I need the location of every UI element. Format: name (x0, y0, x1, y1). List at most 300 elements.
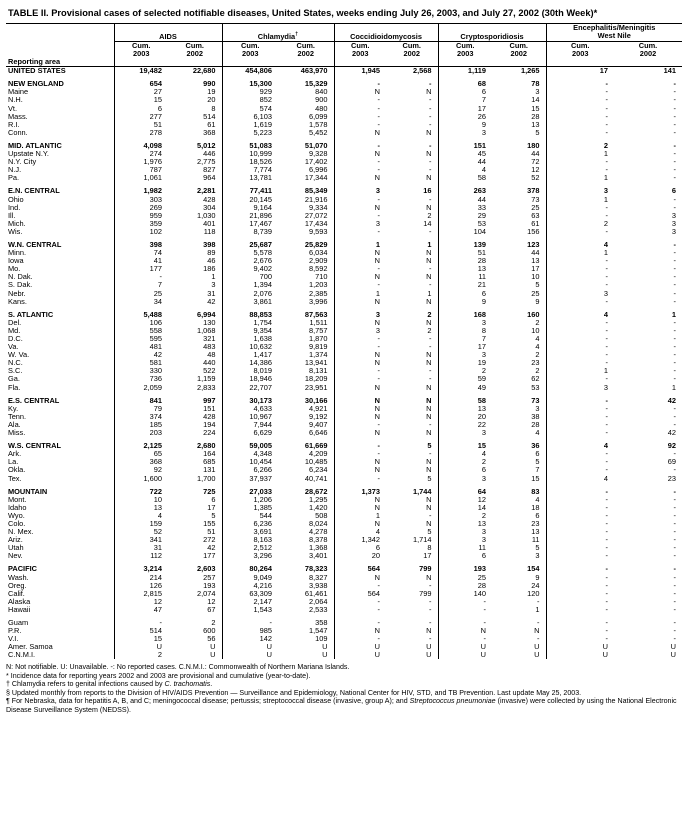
row-cell: - (546, 590, 614, 598)
footnote-dagger: † Chlamydia refers to genital infections caused by C. trachomatis. (6, 680, 213, 689)
row-cell: 1,600 (114, 475, 168, 483)
row-cell: 5,012 (197, 140, 216, 150)
row-cell: 3 (546, 384, 614, 392)
row-cell: - (546, 228, 614, 236)
row-area-label: Calif. (8, 588, 25, 598)
row-cell: 1,342 (334, 536, 386, 544)
row-cell: 5 (427, 527, 432, 537)
row-cell: N (334, 496, 386, 504)
row-cell: 42 (667, 395, 676, 405)
row-cell: - (546, 496, 614, 504)
row-cell: 581 (114, 359, 168, 367)
row-cell: 985 (222, 627, 278, 635)
row-cell: 13 (438, 265, 492, 273)
table-body (6, 67, 682, 660)
row-cell: 164 (203, 449, 216, 459)
row-cell: 17 (423, 551, 432, 561)
row-cell: N (426, 296, 432, 306)
row-cell: 180 (527, 140, 540, 150)
row-cell: U (438, 643, 492, 651)
row-cell: 700 (222, 273, 278, 281)
table-row (6, 606, 682, 614)
row-cell: 1,159 (197, 374, 216, 384)
table-row (6, 166, 682, 174)
row-area-label: UNITED STATES (8, 66, 66, 76)
row-cell: 257 (203, 572, 216, 582)
table-row (6, 298, 682, 306)
row-cell: - (429, 140, 432, 150)
row-cell: 37,937 (222, 475, 278, 483)
row-cell: - (429, 165, 432, 175)
row-cell: 19,482 (114, 67, 168, 76)
row-cell: 118 (203, 226, 216, 236)
row-cell: - (673, 157, 676, 167)
row-cell: 25 (438, 574, 492, 582)
row-cell: 52 (531, 173, 540, 183)
row-cell: N (426, 411, 432, 421)
row-cell: N (426, 317, 432, 327)
row-area-label: V.I. (8, 634, 19, 644)
row-cell: 8,757 (309, 325, 328, 335)
row-cell: 9,407 (309, 419, 328, 429)
row-cell: - (673, 449, 676, 459)
row-cell: 80,264 (222, 565, 278, 573)
row-cell: 11 (531, 535, 540, 545)
row-area-label: Fla. (8, 382, 21, 392)
row-cell: 8,378 (309, 535, 328, 545)
row-cell: 4,209 (309, 449, 328, 459)
row-cell: 4 (535, 342, 540, 352)
table-row (6, 504, 682, 512)
table-row (6, 619, 682, 627)
table-row (6, 475, 682, 483)
row-cell: - (673, 296, 676, 306)
row-cell: - (334, 121, 386, 129)
row-cell: 1,511 (309, 317, 328, 327)
row-cell: 31 (114, 544, 168, 552)
row-cell: 156 (527, 226, 540, 236)
row-area-label: C.N.M.I. (8, 650, 36, 660)
row-cell: 40,741 (304, 473, 328, 483)
row-cell: - (334, 475, 386, 483)
row-cell: 25 (531, 288, 540, 298)
row-cell: 359 (114, 220, 168, 228)
group-header-west-nile: Encephalitis/Meningitis West Nile (546, 24, 682, 42)
row-cell: 27,072 (304, 210, 328, 220)
row-cell: 368 (114, 458, 168, 466)
row-area-label: Guam (8, 618, 29, 627)
row-cell: 5 (427, 473, 432, 483)
row-cell: 109 (315, 634, 328, 644)
row-area-label: Miss. (8, 428, 26, 438)
row-cell: U (114, 643, 168, 651)
row-cell: - (546, 96, 614, 104)
row-cell: U (222, 651, 278, 659)
row-cell: 6,034 (309, 248, 328, 258)
row-cell: - (429, 157, 432, 167)
col-chlamydia-2002: Cum. 2002 (296, 40, 315, 58)
row-cell: N (334, 257, 386, 265)
row-cell: 28 (531, 419, 540, 429)
row-cell: 9 (535, 296, 540, 306)
col-crypto-2002: Cum. 2002 (509, 40, 528, 58)
row-cell: - (673, 596, 676, 606)
row-cell: 564 (334, 590, 386, 598)
col-crypto-2003: Cum. 2003 (438, 41, 492, 58)
row-cell: 51 (438, 249, 492, 257)
table-row (6, 496, 682, 504)
row-cell: 3 (671, 218, 676, 228)
row-area-label: Utah (8, 543, 24, 553)
row-cell: - (429, 194, 432, 204)
row-cell: 17 (207, 502, 216, 512)
row-cell: 3 (671, 226, 676, 236)
row-cell: N (426, 395, 432, 405)
row-cell: 27,033 (222, 488, 278, 496)
table-row (6, 158, 682, 166)
row-cell: 3,996 (309, 296, 328, 306)
table-row (6, 528, 682, 536)
row-cell: - (334, 598, 386, 606)
row-cell: 9,164 (222, 204, 278, 212)
row-cell: 508 (315, 510, 328, 520)
row-area-label: Amer. Samoa (8, 642, 53, 652)
row-cell: 330 (114, 367, 168, 375)
row-cell: 44 (531, 248, 540, 258)
row-cell: 5 (535, 543, 540, 553)
row-cell: 25 (531, 202, 540, 212)
row-cell: 799 (419, 564, 432, 574)
row-cell: - (537, 618, 540, 627)
row-cell: 2 (546, 142, 614, 150)
row-cell: 79 (114, 405, 168, 413)
row-area-label: Conn. (8, 127, 28, 137)
table-row (6, 565, 682, 573)
page-title: TABLE II. Provisional cases of selected notifiable diseases, United States, weeks ending July 26, 2003, and July 27, 2002 (30th Week)* (8, 8, 598, 18)
row-cell: - (673, 527, 676, 537)
row-cell: 42 (207, 543, 216, 553)
row-cell: 787 (114, 166, 168, 174)
row-area-label: Upstate N.Y. (8, 149, 49, 159)
row-cell: 194 (203, 419, 216, 429)
row-cell: 2 (438, 458, 492, 466)
table-row (6, 113, 682, 121)
row-area-label: Ohio (8, 194, 24, 204)
row-cell: - (546, 80, 614, 88)
row-cell: - (673, 87, 676, 97)
row-cell: 7 (438, 335, 492, 343)
row-cell: 2,676 (222, 257, 278, 265)
row-cell: - (546, 281, 614, 289)
row-cell: 67 (207, 604, 216, 614)
row-area-label: Colo. (8, 518, 26, 528)
row-area-label: D.C. (8, 334, 23, 343)
row-cell: 654 (114, 80, 168, 88)
row-cell: - (673, 588, 676, 598)
row-cell: 2 (535, 317, 540, 327)
row-cell: N (426, 173, 432, 183)
row-cell: 6 (114, 105, 168, 113)
row-cell: 4 (438, 166, 492, 174)
row-cell: - (673, 403, 676, 413)
row-cell: 112 (114, 552, 168, 560)
row-cell: - (546, 528, 614, 536)
row-cell: 7 (535, 465, 540, 475)
row-cell: 25,829 (304, 239, 328, 249)
row-cell: 463,970 (300, 66, 328, 76)
row-cell: 15 (531, 473, 540, 483)
row-area-label: MOUNTAIN (8, 486, 48, 496)
row-area-label: Md. (8, 325, 21, 335)
row-cell: 14 (438, 504, 492, 512)
row-cell: 42 (207, 296, 216, 306)
row-cell: 11 (438, 544, 492, 552)
row-cell: 4 (334, 528, 386, 536)
row-cell: 1 (546, 249, 614, 257)
row-cell: 514 (203, 111, 216, 121)
row-cell: - (334, 228, 386, 236)
row-area-label: R.I. (8, 119, 20, 129)
row-cell: 65 (114, 450, 168, 458)
row-cell: N (426, 149, 432, 159)
row-area-label: Hawaii (8, 604, 31, 614)
row-cell: 7 (438, 96, 492, 104)
row-cell: - (673, 551, 676, 561)
row-cell: 341 (114, 536, 168, 544)
row-cell: 852 (222, 96, 278, 104)
table-row (6, 359, 682, 367)
row-cell: - (673, 626, 676, 636)
row-cell: 2,064 (309, 596, 328, 606)
row-cell: 10,967 (222, 413, 278, 421)
row-cell: - (429, 604, 432, 614)
row-cell: 58 (438, 397, 492, 405)
row-cell: 10,999 (222, 150, 278, 158)
row-cell: 63 (531, 210, 540, 220)
row-cell: - (429, 374, 432, 384)
row-cell: - (546, 88, 614, 96)
row-cell: 2,385 (309, 288, 328, 298)
row-cell: 51 (114, 121, 168, 129)
row-cell: 6 (438, 466, 492, 474)
table-row (6, 635, 682, 643)
row-cell: 840 (315, 87, 328, 97)
row-cell: 9,328 (309, 149, 328, 159)
table-row (6, 384, 682, 392)
row-cell: N (334, 174, 386, 182)
row-cell: 398 (203, 239, 216, 249)
table-row (6, 574, 682, 582)
row-cell: 9,049 (222, 574, 278, 582)
row-area-label: Minn. (8, 248, 27, 258)
row-cell: 6,099 (309, 111, 328, 121)
table-row (6, 367, 682, 375)
row-cell: 9,593 (309, 226, 328, 236)
row-cell: - (673, 465, 676, 475)
row-cell: 3 (438, 528, 492, 536)
row-cell: 83 (531, 486, 540, 496)
row-cell: - (429, 79, 432, 89)
row-cell: 1,373 (334, 488, 386, 496)
row-cell: 59 (438, 375, 492, 383)
row-cell: - (334, 105, 386, 113)
col-chlamydia-2003: Cum. 2003 (222, 41, 278, 58)
row-cell: 4 (546, 241, 614, 249)
row-cell: - (673, 502, 676, 512)
row-cell: 1,119 (438, 67, 492, 76)
table-row (6, 311, 682, 319)
row-cell: - (546, 121, 614, 129)
row-cell: - (546, 466, 614, 474)
row-area-label: N. Dak. (8, 272, 33, 282)
row-cell: - (673, 342, 676, 352)
col-wnv-2002: Cum. 2002 (638, 40, 658, 58)
row-cell: 130 (203, 317, 216, 327)
row-area-label: Mont. (8, 494, 27, 504)
row-cell: 428 (203, 194, 216, 204)
row-cell: 2,568 (413, 66, 432, 76)
row-cell: - (546, 450, 614, 458)
row-cell: 481 (114, 343, 168, 351)
row-cell: 710 (315, 272, 328, 282)
row-cell: 25,687 (222, 241, 278, 249)
row-cell: 17 (438, 105, 492, 113)
row-cell: 203 (114, 429, 168, 437)
row-cell: 2,815 (114, 590, 168, 598)
row-area-label: La. (8, 457, 19, 467)
row-area-label: N. Mex. (8, 527, 34, 537)
row-cell: - (546, 158, 614, 166)
table-row (6, 204, 682, 212)
row-cell: 6 (438, 88, 492, 96)
row-cell: 4 (535, 334, 540, 343)
row-cell: - (429, 366, 432, 376)
table-row (6, 80, 682, 88)
row-cell: 3 (211, 280, 216, 290)
row-cell: - (673, 350, 676, 360)
row-cell: 1 (546, 174, 614, 182)
row-cell: 990 (203, 79, 216, 89)
row-cell: - (438, 606, 492, 614)
row-area-label: PACIFIC (8, 564, 38, 574)
row-cell: - (673, 165, 676, 175)
row-cell: - (546, 413, 614, 421)
row-cell: 827 (203, 165, 216, 175)
row-cell: 139 (438, 241, 492, 249)
row-cell: - (673, 374, 676, 384)
row-cell: - (429, 596, 432, 606)
row-cell: 8,592 (309, 264, 328, 274)
row-cell: - (673, 358, 676, 368)
row-cell: N (334, 458, 386, 466)
row-cell: 574 (222, 105, 278, 113)
row-cell: - (429, 264, 432, 274)
row-cell: N (426, 465, 432, 475)
row-cell: 3 (334, 311, 386, 319)
row-cell: - (334, 619, 386, 627)
table-row (6, 212, 682, 220)
row-cell: N (334, 204, 386, 212)
row-cell: 3 (438, 319, 492, 327)
row-cell: - (673, 419, 676, 429)
row-cell: U (438, 651, 492, 659)
row-cell: 1 (427, 288, 432, 298)
row-cell: - (546, 544, 614, 552)
row-cell: - (429, 226, 432, 236)
row-cell: 92 (667, 441, 676, 451)
row-cell: 17,434 (304, 218, 328, 228)
row-cell: 56 (207, 634, 216, 644)
row-cell: 4,278 (309, 527, 328, 537)
row-cell: N (334, 88, 386, 96)
row-cell: - (673, 140, 676, 150)
row-cell: 154 (527, 564, 540, 574)
row-cell: 15 (114, 96, 168, 104)
row-cell: 398 (114, 241, 168, 249)
row-cell: 5,223 (222, 129, 278, 137)
table-row (6, 105, 682, 113)
row-cell: 17,344 (304, 173, 328, 183)
row-cell: N (426, 202, 432, 212)
row-cell: 725 (203, 486, 216, 496)
row-cell: N (426, 87, 432, 97)
row-cell: 3 (438, 351, 492, 359)
row-cell: 5 (427, 441, 432, 451)
table-row (6, 458, 682, 466)
group-header-chlamydia: Chlamydia† (222, 24, 334, 42)
row-cell: 28 (438, 582, 492, 590)
row-cell: 2 (427, 309, 432, 319)
table-row (6, 429, 682, 437)
row-cell: 3 (438, 536, 492, 544)
row-cell: 2 (211, 618, 216, 627)
row-cell: 522 (203, 366, 216, 376)
row-cell: - (537, 634, 540, 644)
row-area-label: Mo. (8, 264, 21, 274)
row-cell: 278 (114, 129, 168, 137)
row-area-label: N.H. (8, 95, 23, 105)
col-aids-2002: Cum. 2002 (185, 40, 204, 58)
row-cell: 11 (438, 273, 492, 281)
row-cell: 63,309 (222, 590, 278, 598)
row-cell: 120 (527, 588, 540, 598)
row-cell: U (222, 643, 278, 651)
row-cell: 23 (531, 518, 540, 528)
row-cell: 19 (207, 87, 216, 97)
row-cell: 2,680 (197, 441, 216, 451)
row-cell: 3 (438, 429, 492, 437)
row-cell: 480 (315, 103, 328, 113)
group-header-cryptosporidiosis: Cryptosporidiosis (438, 24, 546, 42)
row-cell: N (426, 518, 432, 528)
table-row (6, 142, 682, 150)
row-cell: 4,098 (114, 142, 168, 150)
row-cell: 44 (531, 149, 540, 159)
row-cell: - (546, 405, 614, 413)
row-cell: - (334, 281, 386, 289)
row-cell: 4 (438, 450, 492, 458)
row-cell: 2,775 (197, 157, 216, 167)
row-cell: 77,411 (222, 187, 278, 195)
row-cell: N (334, 129, 386, 137)
row-cell: - (546, 627, 614, 635)
row-cell: 46 (207, 256, 216, 266)
table-row (6, 257, 682, 265)
row-cell: 1 (211, 272, 216, 282)
row-cell: 3,214 (114, 565, 168, 573)
row-cell: 3 (334, 220, 386, 228)
table-row (6, 265, 682, 273)
